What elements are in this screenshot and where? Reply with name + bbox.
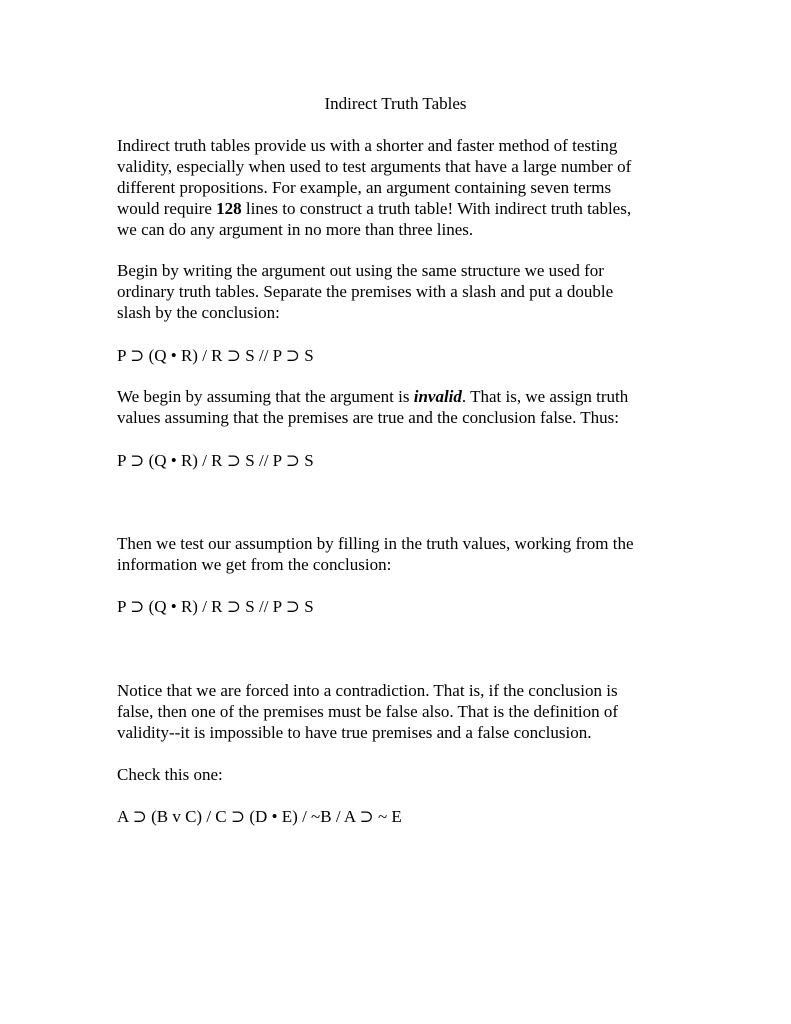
- argument-formula-1: P ⊃ (Q • R) / R ⊃ S // P ⊃ S: [117, 346, 314, 365]
- begin-line-3: slash by the conclusion:: [117, 303, 280, 322]
- check-prompt: Check this one:: [117, 765, 223, 784]
- page-title: Indirect Truth Tables: [324, 94, 467, 113]
- test-line-2: information we get from the conclusion:: [117, 555, 392, 574]
- intro-line-2: validity, especially when used to test arguments that have a large number of: [117, 157, 632, 176]
- intro-line-1: Indirect truth tables provide us with a shorter and faster method of testing: [117, 136, 618, 155]
- assume-line-2: values assuming that the premises are true and the conclusion false. Thus:: [117, 408, 619, 427]
- intro-line-3: different propositions. For example, an argument containing seven terms: [117, 178, 612, 197]
- argument-formula-2: P ⊃ (Q • R) / R ⊃ S // P ⊃ S: [117, 451, 314, 470]
- notice-line-3: validity--it is impossible to have true premises and a false conclusion.: [117, 723, 592, 742]
- intro-line-4: [117, 198, 677, 219]
- assume-line-1-pre: We begin by assuming that the argument is: [117, 387, 414, 406]
- line-count-emphasis: 128: [216, 199, 242, 218]
- argument-formula-3: P ⊃ (Q • R) / R ⊃ S // P ⊃ S: [117, 597, 314, 616]
- intro-line-5: we can do any argument in no more than three lines.: [117, 220, 474, 239]
- test-paragraph: [117, 533, 677, 575]
- intro-line-4-pre: would require: [117, 199, 217, 218]
- assume-line-1-post: . That is, we assign truth: [461, 387, 629, 406]
- begin-paragraph: [117, 260, 677, 323]
- test-line-1: Then we test our assumption by filling in the truth values, working from the: [117, 534, 634, 553]
- assume-line-1: [117, 386, 677, 407]
- begin-line-2: ordinary truth tables. Separate the premises with a slash and put a double: [117, 282, 614, 301]
- intro-line-4-post: lines to construct a truth table! With indirect truth tables,: [241, 199, 632, 218]
- intro-paragraph: [117, 135, 677, 240]
- argument-formula-4: A ⊃ (B v C) / C ⊃ (D • E) / ~B / A ⊃ ~ E: [117, 807, 402, 826]
- assume-paragraph: [117, 386, 677, 428]
- notice-line-1: Notice that we are forced into a contradiction. That is, if the conclusion is: [117, 681, 618, 700]
- begin-line-1: Begin by writing the argument out using the same structure we used for: [117, 261, 604, 280]
- notice-paragraph: [117, 680, 677, 743]
- invalid-emphasis: invalid: [413, 387, 462, 406]
- notice-line-2: false, then one of the premises must be false also. That is the definition of: [117, 702, 619, 721]
